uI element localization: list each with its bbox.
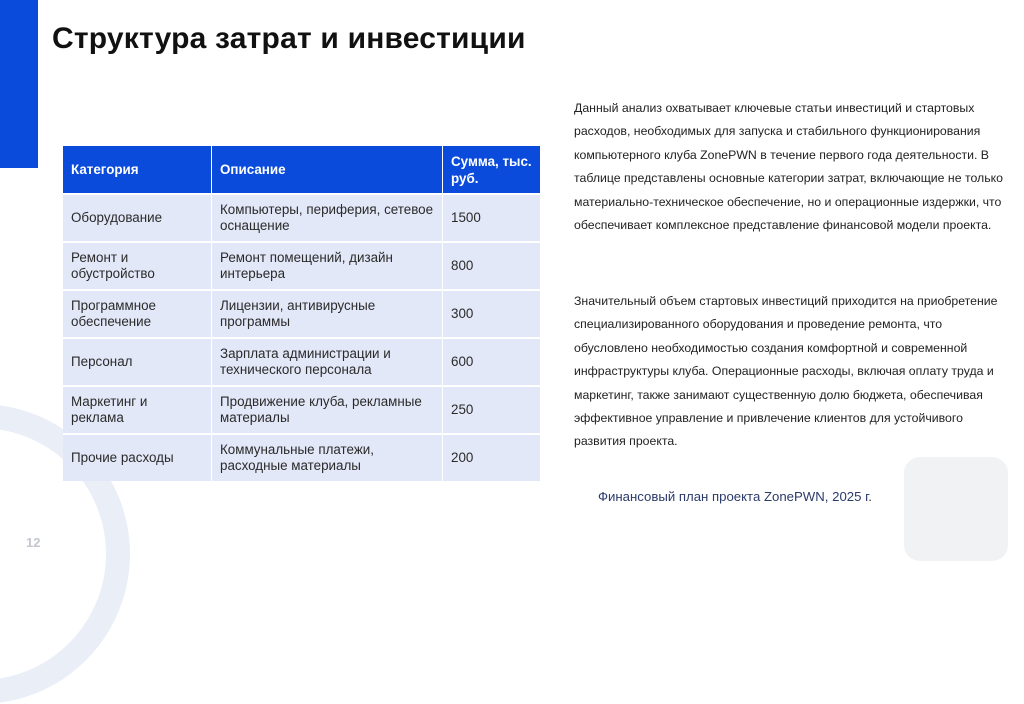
accent-bar [0,0,38,168]
cell-amount: 300 [443,290,541,338]
table-row [63,386,540,434]
header-amount: Сумма, тыс. руб. [443,146,541,194]
cell-category: Маркетинг и реклама [63,386,212,434]
table-row [63,338,540,386]
header-description: Описание [212,146,443,194]
cell-description: Коммунальные платежи, расходные материалы [212,434,443,481]
header-category: Категория [63,146,212,194]
cell-category: Прочие расходы [63,434,212,481]
cost-table [63,146,540,481]
table-row [63,434,540,481]
page-number: 12 [26,535,41,550]
cell-amount: 800 [443,242,541,290]
cell-amount: 1500 [443,194,541,242]
table-row [63,194,540,242]
cell-amount: 600 [443,338,541,386]
cell-amount: 250 [443,386,541,434]
cell-description: Компьютеры, периферия, сетевое оснащение [212,194,443,242]
cell-description: Зарплата администрации и технического персонала [212,338,443,386]
cell-description: Лицензии, антивирусные программы [212,290,443,338]
cell-category: Оборудование [63,194,212,242]
cell-description: Ремонт помещений, дизайн интерьера [212,242,443,290]
table-row [63,290,540,338]
cell-description: Продвижение клуба, рекламные материалы [212,386,443,434]
cell-category: Персонал [63,338,212,386]
intro-paragraph: Данный анализ охватывает ключевые статьи инвестиций и стартовых расходов, необходимых для запуска и стабильного функционирования компьютерного клуба ZonePWN в течение первого года деятельности. В таблице представлены основные категории затрат, включающие не только материально-техническое обеспечение, но и операционные издержки, что обеспечивает комплексное представление финансовой модели проекта. [574,101,1003,233]
cell-category: Программное обеспечение [63,290,212,338]
slide-title: Структура затрат и инвестиции [52,22,526,55]
analysis-paragraph: Значительный объем стартовых инвестиций приходится на приобретение специализированного оборудования и проведение ремонта, что обусловлено необходимостью создания комфортной и современной инфраструктуры клуба. Операционные расходы, включая оплату труда и маркетинг, также занимают существенную долю бюджета, обеспечивая эффективное управление и привлечение клиентов для устойчивого развития проекта. [574,294,998,449]
caption: Финансовый план проекта ZonePWN, 2025 г. [598,489,872,504]
table-header-row [63,146,540,194]
table-row [63,242,540,290]
decorative-square [904,457,1008,561]
cell-category: Ремонт и обустройство [63,242,212,290]
cell-amount: 200 [443,434,541,481]
